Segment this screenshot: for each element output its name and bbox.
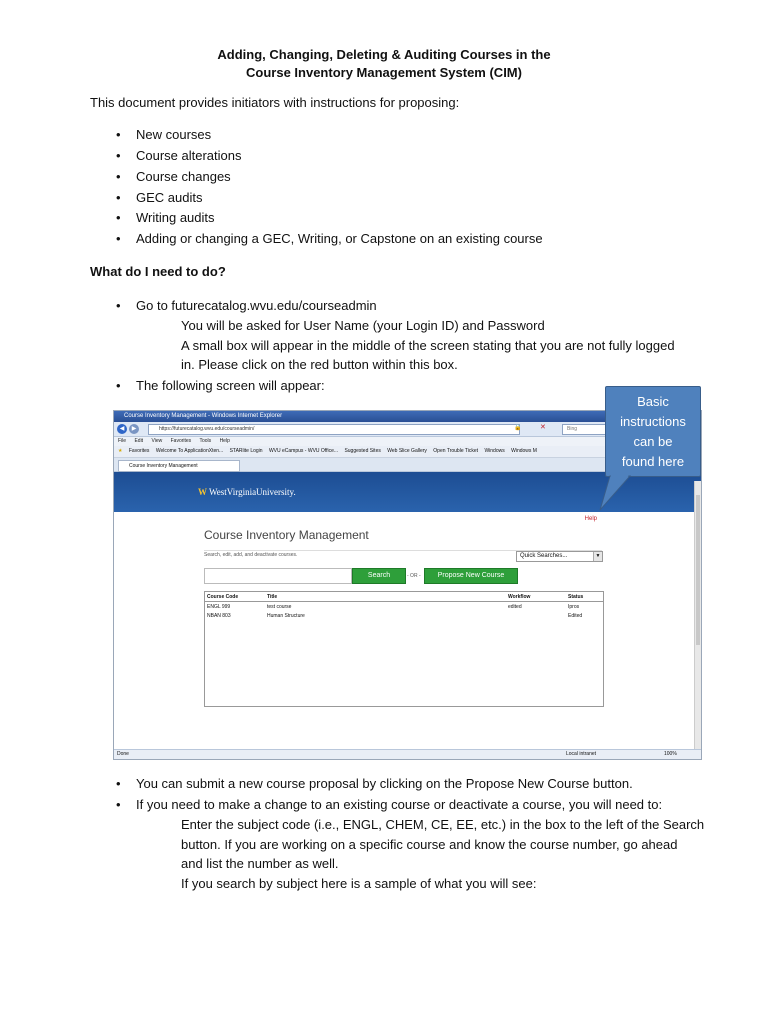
chevron-down-icon: ▼	[593, 552, 602, 561]
scroll-thumb[interactable]	[696, 495, 700, 645]
list-item: New courses	[136, 127, 212, 142]
quick-searches-select[interactable]	[516, 551, 603, 562]
bullet: •	[116, 127, 121, 142]
bullet: •	[116, 378, 121, 393]
status-bar	[114, 749, 701, 759]
star-icon: ★	[118, 448, 123, 454]
callout-box	[605, 386, 701, 477]
menu-edit[interactable]: Edit	[134, 438, 144, 444]
course-table	[204, 591, 604, 707]
page-title: Course Inventory Management	[204, 528, 369, 542]
status-text: Done	[117, 751, 129, 757]
fav-link[interactable]: Suggested Sites	[344, 448, 381, 454]
forward-icon[interactable]: ▶	[129, 424, 139, 434]
cell-title: test course	[267, 604, 292, 610]
bullet: •	[116, 210, 121, 225]
cell-status: Edited	[568, 613, 583, 619]
menu-tools[interactable]: Tools	[199, 438, 212, 444]
callout-line: instructions	[620, 414, 686, 429]
zoom-level[interactable]: 100%	[664, 751, 677, 757]
header-divider	[205, 601, 603, 602]
help-link[interactable]: Help	[584, 516, 597, 522]
back-icon[interactable]: ◀	[117, 424, 127, 434]
callout-line: Basic	[637, 394, 669, 409]
list-item: GEC audits	[136, 190, 203, 205]
step-screen-appear: The following screen will appear:	[136, 378, 325, 393]
address-bar[interactable]: https://futurecatalog.wvu.edu/courseadmin/	[148, 424, 520, 435]
cell-code[interactable]: ENGL 999	[207, 604, 231, 610]
step-sub-sample: If you search by subject here is a sample of what you will see:	[181, 876, 537, 891]
document-title	[0, 46, 768, 82]
logo-text: WestVirginiaUniversity.	[209, 487, 296, 497]
callout-pointer	[596, 474, 636, 514]
browser-tab[interactable]: Course Inventory Management	[118, 460, 240, 472]
fav-link[interactable]: Web Slice Gallery	[387, 448, 427, 454]
title-line-2: Course Inventory Management System (CIM)	[246, 65, 522, 80]
step-sub-box-a: A small box will appear in the middle of the screen stating that you are not fully logged	[181, 338, 675, 353]
list-item: Writing audits	[136, 210, 215, 225]
callout-line: can be	[633, 434, 673, 449]
wv-mark-icon: W	[198, 487, 207, 497]
fav-link[interactable]: Windows	[484, 448, 505, 454]
search-box[interactable]: Bing	[562, 424, 628, 435]
or-separator: - OR -	[407, 573, 421, 579]
bullet: •	[116, 190, 121, 205]
bullet: •	[116, 169, 121, 184]
col-workflow[interactable]: Workflow	[508, 594, 531, 600]
stop-icon[interactable]: ✕	[540, 424, 546, 431]
bullet: •	[116, 231, 121, 246]
callout-line: found here	[621, 454, 685, 469]
step-sub-subject-b: button. If you are working on a specific course and know the course number, go ahead	[181, 837, 678, 852]
col-course-code[interactable]: Course Code	[207, 594, 239, 600]
bullet: •	[116, 148, 121, 163]
zone-text: Local intranet	[566, 751, 597, 757]
scrollbar[interactable]	[694, 481, 701, 751]
search-button[interactable]: Search	[352, 568, 406, 584]
menu-file[interactable]: File	[118, 438, 127, 444]
step-sub-box-b: in. Please click on the red button within this box.	[181, 357, 458, 372]
list-item: Course alterations	[136, 148, 242, 163]
lock-icon: 🔒	[514, 425, 522, 431]
wvu-logo[interactable]	[198, 487, 296, 497]
col-status[interactable]: Status	[568, 594, 584, 600]
page-content	[114, 512, 701, 732]
bullet: •	[116, 298, 121, 313]
quick-searches-value: Quick Searches...	[520, 553, 568, 559]
menu-help[interactable]: Help	[219, 438, 230, 444]
cell-status: Ipros	[568, 604, 580, 610]
cell-workflow: edited	[508, 604, 522, 610]
fav-link[interactable]: STARlite Login	[229, 448, 263, 454]
step-propose: You can submit a new course proposal by clicking on the Propose New Course button.	[136, 776, 633, 791]
cell-code[interactable]: NBAN 803	[207, 613, 231, 619]
list-item: Adding or changing a GEC, Writing, or Capstone on an existing course	[136, 231, 543, 246]
step-change: If you need to make a change to an existing course or deactivate a course, you will need to:	[136, 797, 663, 812]
fav-link[interactable]: Open Trouble Ticket	[433, 448, 479, 454]
fav-link[interactable]: Windows M	[511, 448, 537, 454]
search-input[interactable]	[204, 568, 352, 584]
menu-favorites[interactable]: Favorites	[170, 438, 192, 444]
step-sub-subject-c: and list the number as well.	[181, 856, 339, 871]
menu-view[interactable]: View	[151, 438, 163, 444]
list-item: Course changes	[136, 169, 231, 184]
fav-link[interactable]: Welcome To ApplicationXten...	[155, 448, 224, 454]
bullet: •	[116, 797, 121, 812]
page-subtitle: Search, edit, add, and deactivate courses.	[204, 552, 298, 558]
step-go-to-url: Go to futurecatalog.wvu.edu/courseadmin	[136, 298, 377, 313]
fav-link[interactable]: WVU eCampus - WVU Office...	[268, 448, 339, 454]
col-title[interactable]: Title	[267, 594, 278, 600]
window-title: Course Inventory Management - Windows Internet Explorer	[124, 413, 283, 419]
step-sub-subject-a: Enter the subject code (i.e., ENGL, CHEM, CE, EE, etc.) in the box to the left of the Search	[181, 817, 705, 832]
intro-text: This document provides initiators with instructions for proposing:	[90, 95, 460, 110]
title-line-1: Adding, Changing, Deleting & Auditing Courses in the	[217, 47, 551, 62]
favorites-label[interactable]: Favorites	[128, 448, 150, 454]
cell-title: Human Structure	[267, 613, 305, 619]
propose-new-course-button[interactable]: Propose New Course	[424, 568, 518, 584]
bullet: •	[116, 776, 121, 791]
step-sub-login: You will be asked for User Name (your Login ID) and Password	[181, 318, 545, 333]
section-heading: What do I need to do?	[90, 264, 226, 279]
